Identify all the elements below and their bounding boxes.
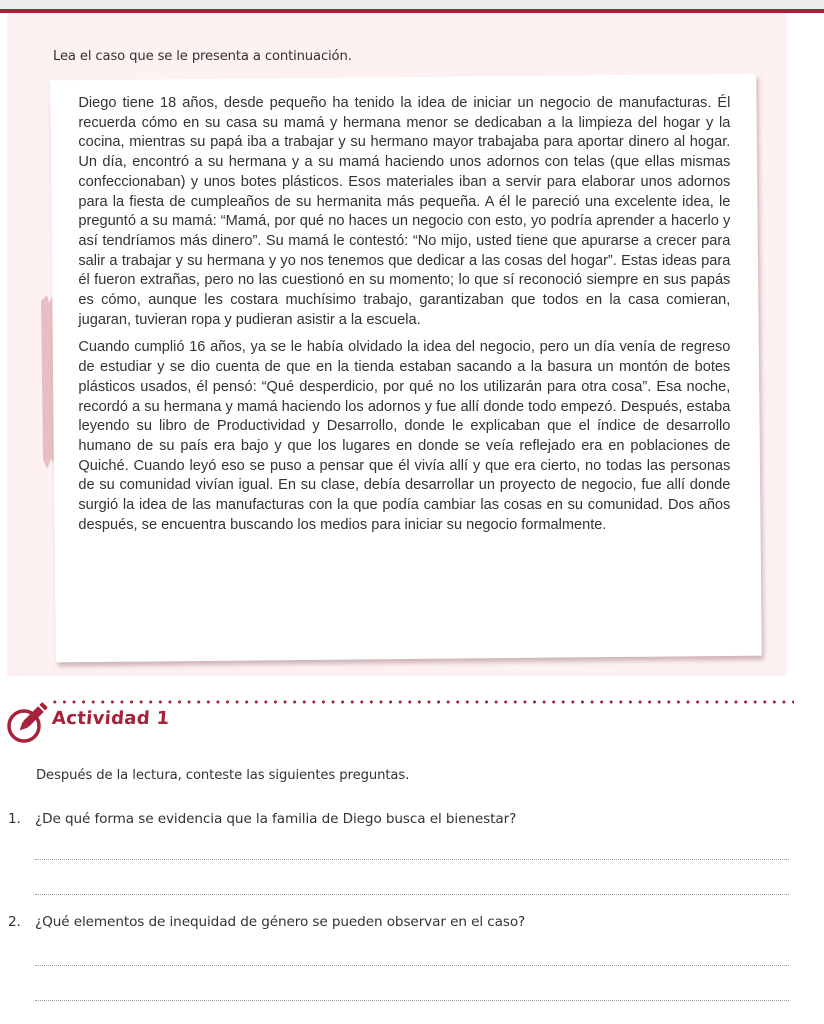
case-card [50,74,762,663]
pencil-icon [5,697,53,745]
top-bar [0,0,824,9]
case-text [78,94,730,543]
dotted-divider [50,700,794,704]
intro-text: Lea el caso que se le presenta a continuación. [53,49,352,64]
question-text: ¿De qué forma se evidencia que la familia de Diego busca el bienestar? [35,811,517,827]
answer-line[interactable] [35,1000,789,1001]
question-2 [8,914,525,930]
question-1 [8,811,516,827]
question-number: 2. [8,914,21,930]
answer-line[interactable] [35,894,789,895]
activity-title: Actividad 1 [51,708,171,729]
case-paragraph: Cuando cumplió 16 años, ya se le había olvidado la idea del negocio, pero un día venía de regreso de estudiar y se dio cuenta de que en la tienda estaban sacando a la basura un montón de botes plásticos usados, él pensó: “Qué desperdicio, por qué no los utilizarán para otra cosa”. Esa noche, recordó a su hermana y mamá haciendo los adornos y fue allí donde todo empezó. Después, estaba leyendo su libro de Productividad y Desarrollo, donde le explicaban que el índice de desarrollo humano de su país era bajo y que los lugares en donde se veía reflejado era en poblaciones de Quiché. Cuando leyó eso se puso a pensar que él vivía allí y que era cierto, no todas las personas de su comunidad vivían igual. En su clase, debía desarrollar un proyecto de negocio, fue allí donde surgió la idea de las manufacturas con la que podía cambiar las cosas en su comunidad. Dos años después, se encuentra buscando los medios para iniciar su negocio formalmente. [78,339,731,533]
answer-line[interactable] [35,965,789,966]
case-reading-panel [7,13,787,676]
answer-line[interactable] [35,859,789,860]
case-paragraph: Diego tiene 18 años, desde pequeño ha tenido la idea de iniciar un negocio de manufacturas. Él recuerda cómo en su casa su mamá y hermana menor se dedicaban a la limpieza del hogar y la cocina, mientras su papá iba a trabajar y su hermano mayor trabajaba para aportar dinero al hogar. Un día, encontró a su hermana y a su mamá haciendo unos adornos con telas (que ellas mismas confeccionaban) y unos botes plásticos. Esos materiales iban a servir para elaborar unos adornos para la fiesta de cumpleaños de su hermanita más pequeña. A él le pareció una excelente idea, le preguntó a su mamá: “Mamá, por qué no haces un negocio con esto, yo podría aprender a hacerlo y así tendríamos más dinero”. Su mamá le contestó: “No mijo, usted tiene que apurarse a crecer para salir a trabajar y su hermana y yo nos tenemos que dedicar a las cosas del hogar”. Estas ideas para él fueron extrañas, pero no las cuestionó en su momento; lo que sí reconoció siempre en sus papás es cómo, aunque les costara muchísimo trabajo, garantizaban que todos en la casa comieran, jugaran, tuvieran ropa y pudieran asistir a la escuela. [78,95,731,328]
question-number: 1. [8,811,21,827]
question-text: ¿Qué elementos de inequidad de género se pueden observar en el caso? [35,914,526,930]
activity-instructions: Después de la lectura, conteste las siguientes preguntas. [36,768,410,783]
